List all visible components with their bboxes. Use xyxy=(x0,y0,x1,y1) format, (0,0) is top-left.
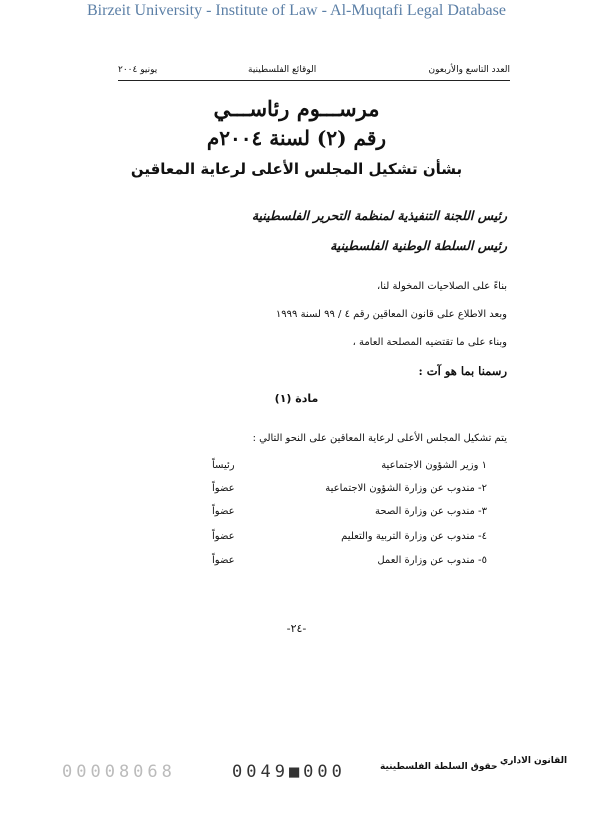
gazette-name: الوقائع الفلسطينية xyxy=(248,65,317,75)
decree-subject: بشأن تشكيل المجلس الأعلى لرعاية المعاقين xyxy=(130,160,463,178)
footer-rights: حقوق السلطة الفلسطينية xyxy=(380,762,498,772)
decree-formula: رسمنا بما هو آت : xyxy=(418,364,507,378)
member-role: عضواً xyxy=(212,555,235,566)
authority-clause: بناءً على الصلاحيات المخولة لنا، xyxy=(377,281,507,292)
member-role: عضواً xyxy=(212,531,235,542)
article-heading: مادة (١) xyxy=(274,392,319,405)
member-role: عضواً xyxy=(212,506,235,517)
scan-code-left: 00008068 xyxy=(62,762,176,782)
scan-code-middle: 0049■000 xyxy=(232,762,346,782)
issue-label: العدد التاسع والأربعون xyxy=(428,65,510,75)
running-header xyxy=(118,64,510,81)
plo-chairman-title: رئيس اللجنة التنفيذية لمنظمة التحرير الفلسطينية xyxy=(251,208,507,223)
footer-category: القانون الاداري xyxy=(500,756,568,766)
decree-title: مرســـوم رئاســـي xyxy=(213,96,380,121)
decree-number: رقم (٢) لسنة ٢٠٠٤م xyxy=(206,126,387,150)
issue-date: يونيو ٢٠٠٤ xyxy=(118,65,158,75)
member-name: ٣- مندوب عن وزارة الصحة xyxy=(375,506,487,517)
member-role: عضواً xyxy=(212,483,235,494)
pa-president-title: رئيس السلطة الوطنية الفلسطينية xyxy=(330,238,507,253)
public-interest-clause: وبناء على ما تقتضيه المصلحة العامة ، xyxy=(352,337,507,348)
page-number: -٢٤- xyxy=(286,622,307,635)
watermark: Birzeit University - Institute of Law - Al-Muqtafi Legal Database xyxy=(87,2,506,19)
article-intro: يتم تشكيل المجلس الأعلى لرعاية المعاقين على النحو التالي : xyxy=(252,433,507,444)
member-name: ٥- مندوب عن وزارة العمل xyxy=(377,555,487,566)
member-name: ٢- مندوب عن وزارة الشؤون الاجتماعية xyxy=(325,483,487,494)
member-role: رئيساً xyxy=(212,460,235,471)
member-name: ٤- مندوب عن وزارة التربية والتعليم xyxy=(341,531,487,542)
member-name: ١ وزير الشؤون الاجتماعية xyxy=(381,460,487,471)
law-reference-clause: وبعد الاطلاع على قانون المعاقين رقم ٤ / ٩٩ لسنة ١٩٩٩ xyxy=(275,309,507,320)
